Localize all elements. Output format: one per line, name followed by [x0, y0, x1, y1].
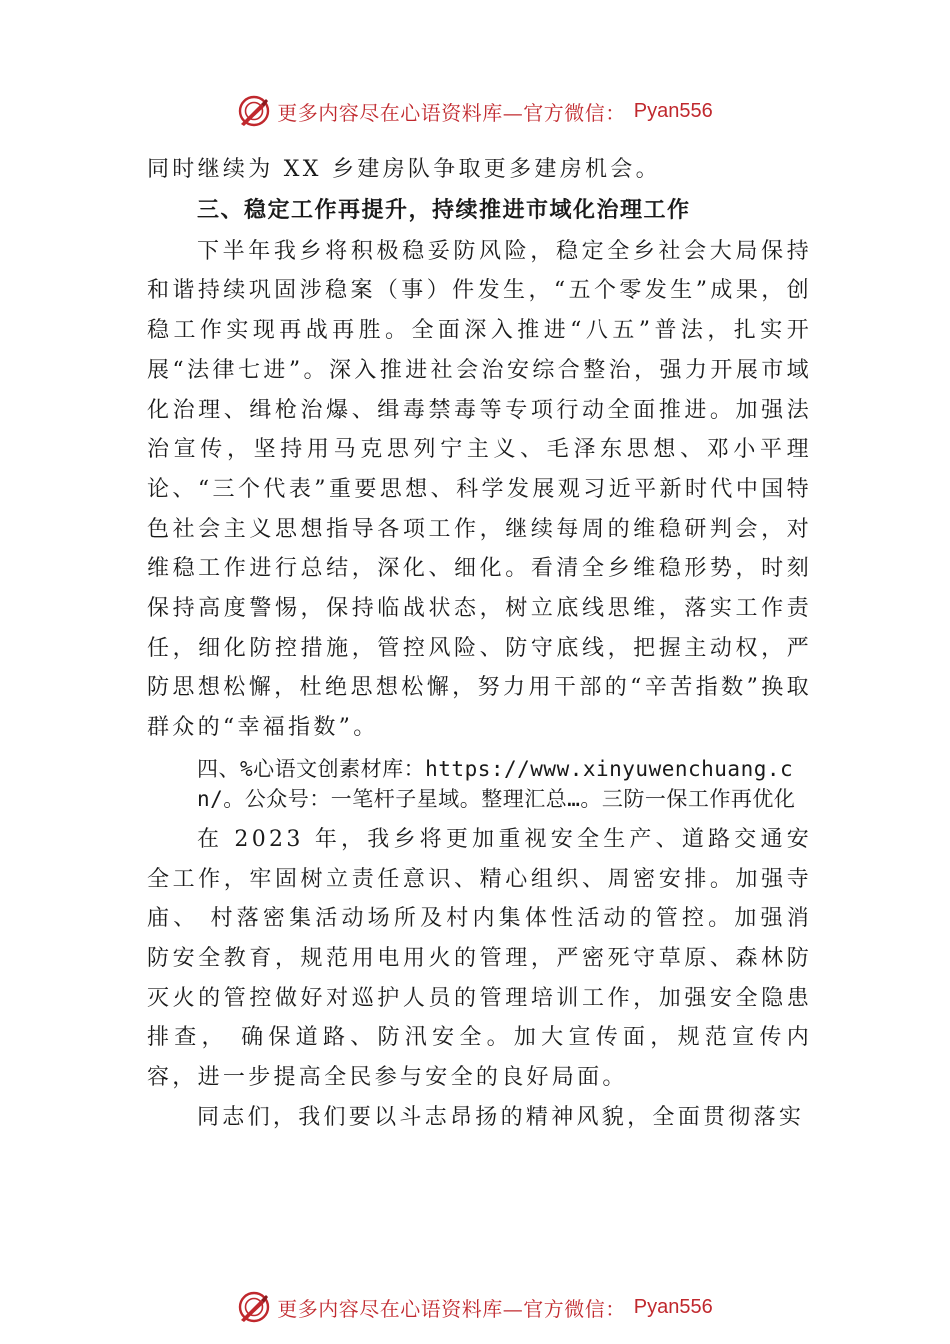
section-heading-3: 三、稳定工作再提升，持续推进市域化治理工作 [197, 197, 691, 223]
paragraph-continuation: 同时继续为 XX 乡建房队争取更多建房机会。 [147, 157, 661, 182]
watermark-wechat-id: Pyan556 [633, 1295, 713, 1318]
pen-logo-icon [237, 1290, 271, 1324]
paragraph-stability: 下半年我乡将积极稳妥防风险，稳定全乡社会大局保持和谐持续巩固涉稳案（事）件发生，“五个零发生”成果，创稳工作实现再战再胜。全面深入推进“八五”普法，扎实开展“法律七进”。深入推进社会治安综合整治，强力开展市域化治理、缉枪治爆、缉毒禁毒等专项行动全面推进。加强法治宣传，坚持用马克思列宁主义、毛泽东思想、邓小平理论、“三个代表”重要思想、科学发展观习近平新时代中国特色社会主义思想指导各项工作，继续每周的维稳研判会，对维稳工作进行总结，深化、细化。看清全乡维稳形势，时刻保持高度警惕，保持临战状态，树立底线思维，落实工作责任，细化防控措施，管控风险、防守底线，把握主动权，严防思想松懈，杜绝思想松懈，努力用干部的“辛苦指数”换取群众的“幸福指数”。 [147, 238, 812, 741]
paragraph-closing: 同志们，我们要以斗志昂扬的精神风貌，全面贯彻落实 [197, 1104, 805, 1130]
paragraph-safety: 在 2023 年，我乡将更加重视安全生产、道路交通安全工作，牢固树立责任意识、精心组织、周密安排。加强寺庙、 村落密集活动场所及村内集体性活动的管控。加强消防安全教育，规范用电用火的管理，严密死守草原、森林防灭火的管控做好对巡护人员的管理培训工作，加强安全隐患排查， 确保道路、防汛安全。加大宣传面，规范宣传内容，进一步提高全民参与安全的良好局面。 [147, 826, 812, 1091]
footer-watermark [0, 1290, 950, 1324]
pen-logo-icon [237, 94, 271, 128]
document-body [147, 150, 812, 1137]
watermark-text: 更多内容尽在心语资料库—官方微信： [277, 100, 626, 125]
watermark-wechat-id: Pyan556 [633, 99, 713, 122]
section-heading-4: 四、%心语文创素材库：https://www.xinyuwenchuang.cn/。公众号：一笔杆子星域。整理汇总…。三防一保工作再优化 [197, 756, 796, 811]
header-watermark [0, 94, 950, 128]
watermark-text: 更多内容尽在心语资料库—官方微信： [277, 1296, 626, 1321]
